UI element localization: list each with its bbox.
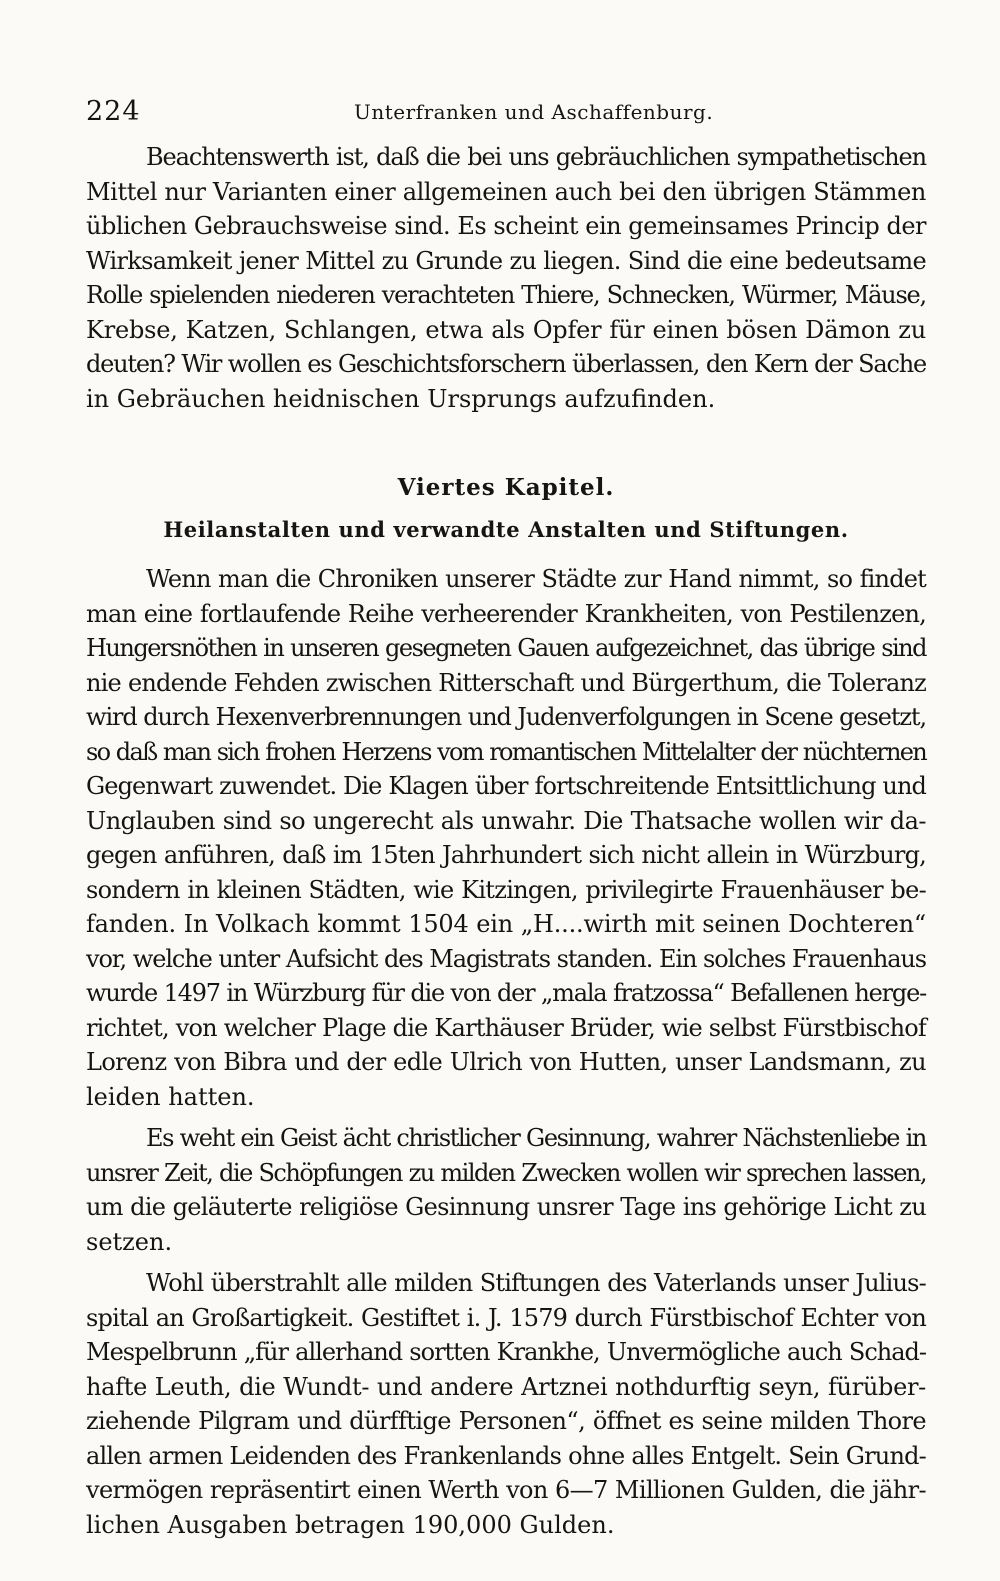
text-line: spital an Großartigkeit. Gestiftet i. J. 1579 durch Fürstbischof Echter von (86, 1303, 926, 1332)
text-line: nie endende Fehden zwischen Ritterschaft und Bürgerthum, die Toleranz (86, 668, 926, 697)
text-line: Wenn man die Chroniken unserer Städte zur Hand nimmt, so findet (146, 565, 926, 593)
text-line: um die geläuterte religiöse Gesinnung unsrer Tage ins gehörige Licht zu (86, 1193, 926, 1221)
text-line: richtet, von welcher Plage die Karthäuser Brüder, wie selbst Fürstbischof (86, 1013, 926, 1042)
text-line: vermögen repräsentirt einen Werth von 6—7 Millionen Gulden, die jähr- (86, 1476, 926, 1504)
text-line: wurde 1497 in Würzburg für die von der „mala fratzossa“ Befallenen herge- (86, 979, 926, 1007)
text-line: sondern in kleinen Städten, wie Kitzingen, privilegirte Frauenhäuser be- (86, 875, 926, 904)
text-line: Mittel nur Varianten einer allgemeinen auch bei den übrigen Stämmen (86, 177, 926, 206)
paragraph-2 (86, 562, 926, 1114)
text-line: Unglauben sind so ungerecht als unwahr. Die Thatsache wollen wir da- (86, 806, 926, 835)
text-line: hafte Leuth, die Wundt- und andere Artznei nothdurftig seyn, fürüber- (86, 1372, 926, 1401)
text-line: wird durch Hexenverbrennungen und Judenverfolgungen in Scene gesetzt, (86, 703, 926, 731)
text-line: Wohl überstrahlt alle milden Stiftungen des Vaterlands unser Julius- (146, 1269, 926, 1297)
text-line: Rolle spielenden niederen verachteten Thiere, Schnecken, Würmer, Mäuse, (86, 281, 926, 309)
text-line: lichen Ausgaben betragen 190,000 Gulden. (86, 1510, 615, 1539)
text-line: Krebse, Katzen, Schlangen, etwa als Opfer für einen bösen Dämon zu (86, 315, 926, 344)
text-line: in Gebräuchen heidnischen Ursprungs aufzufinden. (86, 384, 716, 413)
text-line: so daß man sich frohen Herzens vom romantischen Mittelalter der nüchternen (86, 737, 926, 766)
text-line: vor, welche unter Aufsicht des Magistrats standen. Ein solches Frauenhaus (86, 944, 926, 973)
running-header (86, 96, 926, 136)
text-line: fanden. In Volkach kommt 1504 ein „H....wirth mit seinen Dochteren“ (86, 910, 926, 938)
text-line: man eine fortlaufende Reihe verheerender Krankheiten, von Pestilenzen, (86, 599, 926, 628)
paragraph-4 (86, 1266, 926, 1542)
text-line: deuten? Wir wollen es Geschichtsforschern überlassen, den Kern der Sache (86, 350, 926, 378)
running-title: Unterfranken und Aschaffenburg. (354, 100, 714, 124)
text-line: allen armen Leidenden des Frankenlands ohne alles Entgelt. Sein Grund- (86, 1441, 926, 1470)
page-number: 224 (86, 96, 141, 127)
text-line: gegen anführen, daß im 15ten Jahrhundert sich nicht allein in Würzburg, (86, 841, 926, 869)
text-line: Es weht ein Geist ächt christlicher Gesinnung, wahrer Nächstenliebe in (146, 1124, 926, 1152)
text-line: unsrer Zeit, die Schöpfungen zu milden Zwecken wollen wir sprechen lassen, (86, 1158, 926, 1187)
text-line: ziehende Pilgram und dürfftige Personen“, öffnet es seine milden Thore (86, 1407, 926, 1435)
text-line: Mespelbrunn „für allerhand sortten Krankhe, Unvermögliche auch Schad- (86, 1338, 926, 1366)
paragraph-1 (86, 140, 926, 416)
text-line: Wirksamkeit jener Mittel zu Grunde zu liegen. Sind die eine bedeutsame (86, 246, 926, 275)
text-line: üblichen Gebrauchsweise sind. Es scheint ein gemeinsames Princip der (86, 212, 926, 240)
text-line: leiden hatten. (86, 1082, 255, 1111)
text-line: Gegenwart zuwendet. Die Klagen über fortschreitende Entsittlichung und (86, 772, 926, 800)
text-line: setzen. (86, 1227, 173, 1256)
chapter-subheading: Heilanstalten und verwandte Anstalten und Stiftungen. (163, 517, 849, 542)
text-line: Hungersnöthen in unseren gesegneten Gauen aufgezeichnet, das übrige sind (86, 634, 926, 662)
chapter-heading: Viertes Kapitel. (397, 474, 615, 501)
book-page (86, 96, 926, 1542)
paragraph-3 (86, 1121, 926, 1259)
text-line: Beachtenswerth ist, daß die bei uns gebräuchlichen sympathetischen (146, 143, 926, 171)
text-line: Lorenz von Bibra und der edle Ulrich von Hutten, unser Landsmann, zu (86, 1048, 926, 1076)
